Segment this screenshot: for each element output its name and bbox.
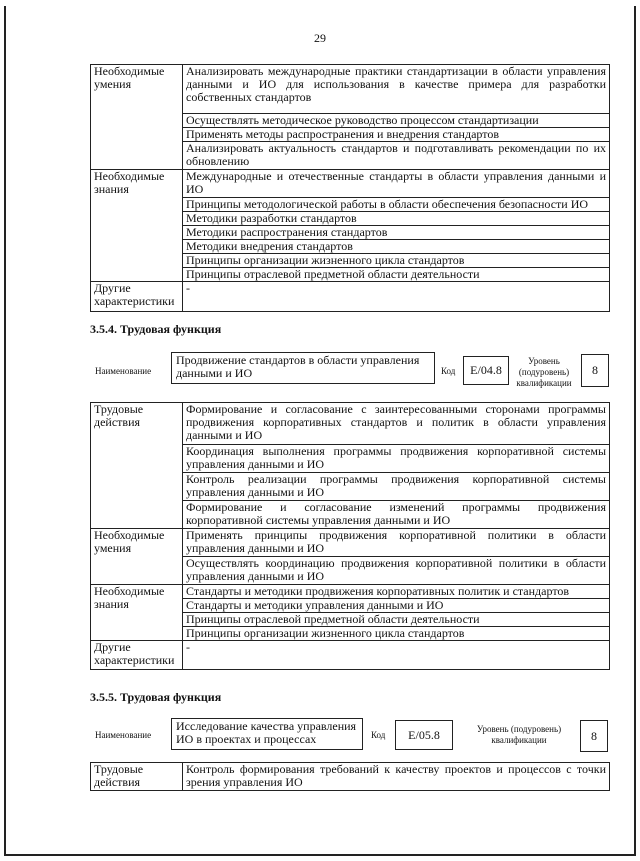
action-item: Формирование и согласование изменений программы продвижения корпоративной системы управления данными и ИО (183, 501, 610, 529)
actions-label: Трудовые действия (91, 763, 183, 791)
level-value: 8 (581, 354, 609, 387)
knowledge-item: Международные и отечественные стандарты в области управления данными и ИО (183, 170, 610, 198)
code-value: E/05.8 (395, 720, 453, 750)
page-number: 29 (314, 31, 326, 45)
action-item: Формирование и согласование с заинтересованными сторонами программы продвижения корпоративных стандартов и политик в области управления данными и ИО (183, 403, 610, 445)
skill-item: Анализировать международные практики стандартизации в области управления данными и ИО для использования в качестве примера для разработки собственных стандартов (183, 65, 610, 114)
skill-item: Применять методы распространения и внедрения стандартов (183, 128, 610, 142)
skills-label: Необходимые умения (91, 65, 183, 170)
name-label: Наименование (95, 366, 152, 376)
action-item: Координация выполнения программы продвижения корпоративной системы управления данными и ИО (183, 445, 610, 473)
level-label: Уровень (подуровень) квалификации (476, 724, 562, 745)
level-label: Уровень (подуровень) квалификации (516, 356, 572, 388)
other-value: - (183, 282, 610, 312)
code-label: Код (371, 730, 386, 740)
knowledge-item: Методики распространения стандартов (183, 226, 610, 240)
knowledge-label: Необходимые знания (91, 585, 183, 641)
knowledge-item: Принципы организации жизненного цикла стандартов (183, 254, 610, 268)
knowledge-item: Принципы отраслевой предметной области деятельности (183, 613, 610, 627)
code-value: E/04.8 (463, 356, 509, 385)
level-value: 8 (580, 720, 608, 752)
knowledge-label: Необходимые знания (91, 170, 183, 282)
function-name-box: Исследование качества управления ИО в проектах и процессах (171, 718, 363, 750)
table-competencies-3 (90, 762, 610, 791)
knowledge-item: Стандарты и методики продвижения корпоративных политик и стандартов (183, 585, 610, 599)
knowledge-item: Принципы организации жизненного цикла стандартов (183, 627, 610, 641)
section-heading-355: 3.5.5. Трудовая функция (90, 690, 222, 704)
table-competencies-1 (90, 64, 610, 312)
code-label: Код (441, 366, 456, 376)
skill-item: Анализировать актуальность стандартов и подготавливать рекомендации по их обновлению (183, 142, 610, 170)
skills-label: Необходимые умения (91, 529, 183, 585)
knowledge-item: Методики внедрения стандартов (183, 240, 610, 254)
knowledge-item: Методики разработки стандартов (183, 212, 610, 226)
action-item: Контроль реализации программы продвижения корпоративной системы управления данными и ИО (183, 473, 610, 501)
actions-label: Трудовые действия (91, 403, 183, 529)
function-name-box: Продвижение стандартов в области управления данными и ИО (171, 352, 435, 384)
table-competencies-2 (90, 402, 610, 670)
other-value: - (183, 641, 610, 670)
knowledge-item: Принципы отраслевой предметной области деятельности (183, 268, 610, 282)
action-item: Контроль формирования требований к качеству проектов и процессов с точки зрения управления ИО (183, 763, 610, 791)
knowledge-item: Принципы методологической работы в области обеспечения безопасности ИО (183, 198, 610, 212)
name-label: Наименование (95, 730, 152, 740)
skill-item: Осуществлять методическое руководство процессом стандартизации (183, 114, 610, 128)
section-heading-354: 3.5.4. Трудовая функция (90, 322, 222, 336)
knowledge-item: Стандарты и методики управления данными и ИО (183, 599, 610, 613)
other-label: Другие характеристики (91, 641, 183, 670)
skill-item: Осуществлять координацию продвижения корпоративной политики в области управления данными и ИО (183, 557, 610, 585)
skill-item: Применять принципы продвижения корпоративной политики в области управления данными и ИО (183, 529, 610, 557)
other-label: Другие характеристики (91, 282, 183, 312)
